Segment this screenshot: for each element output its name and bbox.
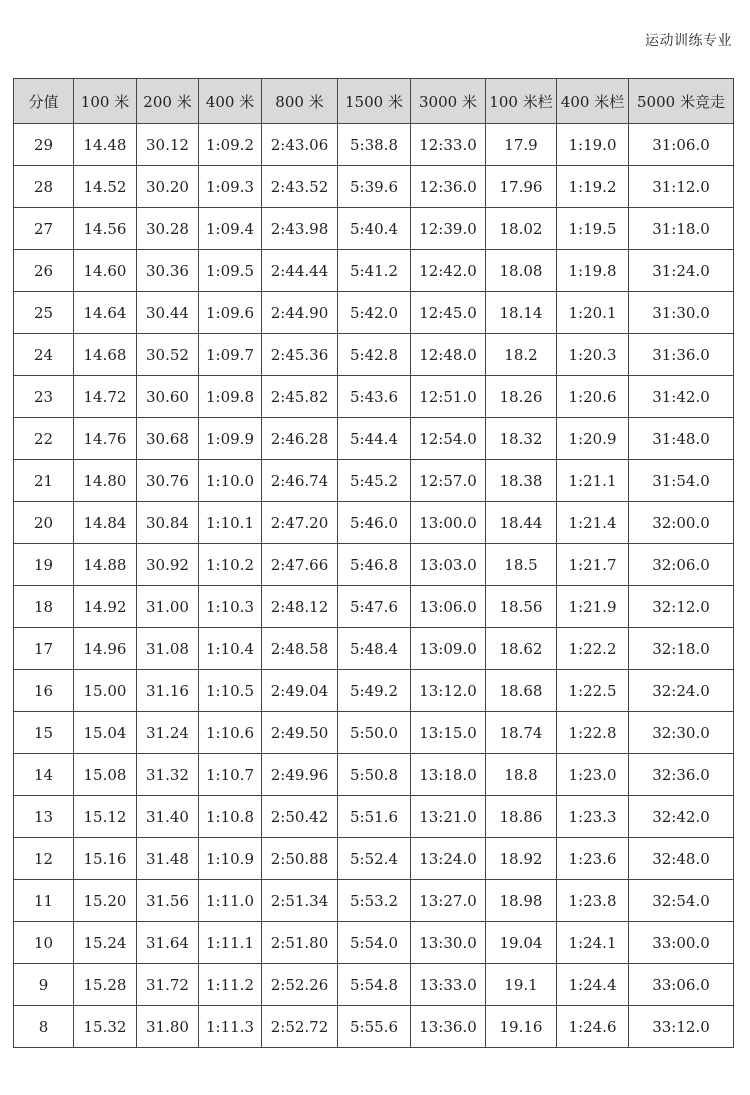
result-cell: 15.20 xyxy=(74,880,137,922)
table-row xyxy=(14,670,734,712)
score-cell: 14 xyxy=(14,754,74,796)
result-cell: 18.5 xyxy=(486,544,557,586)
result-cell: 13:12.0 xyxy=(411,670,486,712)
result-cell: 15.08 xyxy=(74,754,137,796)
result-cell: 5:48.4 xyxy=(338,628,411,670)
result-cell: 32:54.0 xyxy=(629,880,734,922)
result-cell: 1:23.3 xyxy=(557,796,629,838)
column-header: 100 米栏 xyxy=(486,79,557,124)
score-cell: 19 xyxy=(14,544,74,586)
result-cell: 31.64 xyxy=(137,922,199,964)
result-cell: 18.26 xyxy=(486,376,557,418)
column-header: 分值 xyxy=(14,79,74,124)
result-cell: 2:52.72 xyxy=(262,1006,338,1048)
result-cell: 32:18.0 xyxy=(629,628,734,670)
result-cell: 13:03.0 xyxy=(411,544,486,586)
result-cell: 14.60 xyxy=(74,250,137,292)
result-cell: 15.04 xyxy=(74,712,137,754)
result-cell: 1:10.5 xyxy=(199,670,262,712)
result-cell: 33:00.0 xyxy=(629,922,734,964)
result-cell: 18.08 xyxy=(486,250,557,292)
result-cell: 1:11.3 xyxy=(199,1006,262,1048)
result-cell: 1:21.4 xyxy=(557,502,629,544)
result-cell: 1:22.5 xyxy=(557,670,629,712)
table-body xyxy=(14,124,734,1048)
score-cell: 17 xyxy=(14,628,74,670)
table-row xyxy=(14,250,734,292)
result-cell: 30.68 xyxy=(137,418,199,460)
result-cell: 19.04 xyxy=(486,922,557,964)
result-cell: 5:47.6 xyxy=(338,586,411,628)
result-cell: 31.08 xyxy=(137,628,199,670)
score-cell: 29 xyxy=(14,124,74,166)
result-cell: 19.16 xyxy=(486,1006,557,1048)
result-cell: 15.32 xyxy=(74,1006,137,1048)
table-header-row xyxy=(14,79,734,124)
result-cell: 13:09.0 xyxy=(411,628,486,670)
result-cell: 5:42.8 xyxy=(338,334,411,376)
result-cell: 18.74 xyxy=(486,712,557,754)
result-cell: 2:44.90 xyxy=(262,292,338,334)
table-row xyxy=(14,796,734,838)
score-cell: 15 xyxy=(14,712,74,754)
result-cell: 14.64 xyxy=(74,292,137,334)
result-cell: 17.96 xyxy=(486,166,557,208)
score-table xyxy=(13,78,734,1048)
result-cell: 2:50.88 xyxy=(262,838,338,880)
result-cell: 31.48 xyxy=(137,838,199,880)
result-cell: 1:10.4 xyxy=(199,628,262,670)
result-cell: 12:39.0 xyxy=(411,208,486,250)
result-cell: 5:49.2 xyxy=(338,670,411,712)
result-cell: 15.12 xyxy=(74,796,137,838)
result-cell: 5:54.0 xyxy=(338,922,411,964)
result-cell: 5:55.6 xyxy=(338,1006,411,1048)
page-header-title: 运动训练专业 xyxy=(645,33,732,49)
result-cell: 30.52 xyxy=(137,334,199,376)
result-cell: 14.68 xyxy=(74,334,137,376)
score-cell: 20 xyxy=(14,502,74,544)
result-cell: 1:21.7 xyxy=(557,544,629,586)
result-cell: 31.40 xyxy=(137,796,199,838)
result-cell: 30.92 xyxy=(137,544,199,586)
result-cell: 1:20.6 xyxy=(557,376,629,418)
result-cell: 2:43.52 xyxy=(262,166,338,208)
result-cell: 1:19.2 xyxy=(557,166,629,208)
column-header: 200 米 xyxy=(137,79,199,124)
result-cell: 1:10.9 xyxy=(199,838,262,880)
column-header: 400 米栏 xyxy=(557,79,629,124)
result-cell: 1:11.0 xyxy=(199,880,262,922)
result-cell: 30.28 xyxy=(137,208,199,250)
result-cell: 12:42.0 xyxy=(411,250,486,292)
result-cell: 1:20.9 xyxy=(557,418,629,460)
result-cell: 14.56 xyxy=(74,208,137,250)
table-row xyxy=(14,334,734,376)
result-cell: 31:06.0 xyxy=(629,124,734,166)
result-cell: 1:09.7 xyxy=(199,334,262,376)
result-cell: 1:11.2 xyxy=(199,964,262,1006)
result-cell: 12:57.0 xyxy=(411,460,486,502)
result-cell: 1:10.0 xyxy=(199,460,262,502)
result-cell: 31.32 xyxy=(137,754,199,796)
table-header xyxy=(14,79,734,124)
result-cell: 18.98 xyxy=(486,880,557,922)
result-cell: 5:52.4 xyxy=(338,838,411,880)
result-cell: 5:54.8 xyxy=(338,964,411,1006)
result-cell: 31:12.0 xyxy=(629,166,734,208)
result-cell: 5:38.8 xyxy=(338,124,411,166)
score-cell: 21 xyxy=(14,460,74,502)
result-cell: 1:09.9 xyxy=(199,418,262,460)
result-cell: 1:10.1 xyxy=(199,502,262,544)
result-cell: 1:10.8 xyxy=(199,796,262,838)
table-row xyxy=(14,712,734,754)
result-cell: 1:20.1 xyxy=(557,292,629,334)
score-cell: 26 xyxy=(14,250,74,292)
result-cell: 1:24.4 xyxy=(557,964,629,1006)
result-cell: 31:48.0 xyxy=(629,418,734,460)
result-cell: 18.8 xyxy=(486,754,557,796)
result-cell: 32:48.0 xyxy=(629,838,734,880)
result-cell: 1:23.8 xyxy=(557,880,629,922)
result-cell: 15.00 xyxy=(74,670,137,712)
result-cell: 2:48.12 xyxy=(262,586,338,628)
result-cell: 13:36.0 xyxy=(411,1006,486,1048)
result-cell: 2:48.58 xyxy=(262,628,338,670)
result-cell: 2:45.36 xyxy=(262,334,338,376)
score-cell: 25 xyxy=(14,292,74,334)
column-header: 5000 米竞走 xyxy=(629,79,734,124)
result-cell: 31:54.0 xyxy=(629,460,734,502)
result-cell: 12:48.0 xyxy=(411,334,486,376)
table-row xyxy=(14,502,734,544)
result-cell: 14.48 xyxy=(74,124,137,166)
result-cell: 2:46.74 xyxy=(262,460,338,502)
result-cell: 2:44.44 xyxy=(262,250,338,292)
result-cell: 31.24 xyxy=(137,712,199,754)
result-cell: 17.9 xyxy=(486,124,557,166)
result-cell: 2:49.96 xyxy=(262,754,338,796)
result-cell: 2:43.98 xyxy=(262,208,338,250)
result-cell: 1:10.7 xyxy=(199,754,262,796)
result-cell: 1:19.8 xyxy=(557,250,629,292)
result-cell: 31:42.0 xyxy=(629,376,734,418)
result-cell: 14.52 xyxy=(74,166,137,208)
result-cell: 30.36 xyxy=(137,250,199,292)
table-row xyxy=(14,922,734,964)
result-cell: 5:53.2 xyxy=(338,880,411,922)
table-row xyxy=(14,124,734,166)
result-cell: 1:10.2 xyxy=(199,544,262,586)
table-row xyxy=(14,544,734,586)
table-row xyxy=(14,880,734,922)
result-cell: 5:41.2 xyxy=(338,250,411,292)
result-cell: 1:09.4 xyxy=(199,208,262,250)
result-cell: 32:00.0 xyxy=(629,502,734,544)
result-cell: 33:06.0 xyxy=(629,964,734,1006)
result-cell: 5:43.6 xyxy=(338,376,411,418)
result-cell: 1:09.3 xyxy=(199,166,262,208)
result-cell: 1:19.5 xyxy=(557,208,629,250)
result-cell: 13:00.0 xyxy=(411,502,486,544)
result-cell: 18.2 xyxy=(486,334,557,376)
result-cell: 1:09.6 xyxy=(199,292,262,334)
table-row xyxy=(14,208,734,250)
result-cell: 5:50.8 xyxy=(338,754,411,796)
result-cell: 13:21.0 xyxy=(411,796,486,838)
result-cell: 5:44.4 xyxy=(338,418,411,460)
result-cell: 13:24.0 xyxy=(411,838,486,880)
column-header: 1500 米 xyxy=(338,79,411,124)
result-cell: 13:27.0 xyxy=(411,880,486,922)
score-cell: 18 xyxy=(14,586,74,628)
result-cell: 13:33.0 xyxy=(411,964,486,1006)
result-cell: 31:30.0 xyxy=(629,292,734,334)
result-cell: 5:46.0 xyxy=(338,502,411,544)
result-cell: 5:51.6 xyxy=(338,796,411,838)
result-cell: 18.86 xyxy=(486,796,557,838)
result-cell: 1:22.2 xyxy=(557,628,629,670)
result-cell: 32:06.0 xyxy=(629,544,734,586)
result-cell: 13:18.0 xyxy=(411,754,486,796)
result-cell: 5:46.8 xyxy=(338,544,411,586)
result-cell: 32:24.0 xyxy=(629,670,734,712)
result-cell: 2:49.04 xyxy=(262,670,338,712)
result-cell: 18.32 xyxy=(486,418,557,460)
result-cell: 1:11.1 xyxy=(199,922,262,964)
table-row xyxy=(14,1006,734,1048)
result-cell: 19.1 xyxy=(486,964,557,1006)
result-cell: 5:45.2 xyxy=(338,460,411,502)
result-cell: 14.96 xyxy=(74,628,137,670)
result-cell: 1:09.8 xyxy=(199,376,262,418)
table-row xyxy=(14,292,734,334)
result-cell: 14.80 xyxy=(74,460,137,502)
result-cell: 18.02 xyxy=(486,208,557,250)
table-row xyxy=(14,964,734,1006)
result-cell: 2:50.42 xyxy=(262,796,338,838)
score-cell: 16 xyxy=(14,670,74,712)
result-cell: 1:20.3 xyxy=(557,334,629,376)
result-cell: 13:30.0 xyxy=(411,922,486,964)
result-cell: 18.92 xyxy=(486,838,557,880)
score-cell: 28 xyxy=(14,166,74,208)
result-cell: 30.44 xyxy=(137,292,199,334)
column-header: 3000 米 xyxy=(411,79,486,124)
result-cell: 31.80 xyxy=(137,1006,199,1048)
result-cell: 33:12.0 xyxy=(629,1006,734,1048)
result-cell: 2:43.06 xyxy=(262,124,338,166)
score-cell: 8 xyxy=(14,1006,74,1048)
result-cell: 2:51.80 xyxy=(262,922,338,964)
result-cell: 18.14 xyxy=(486,292,557,334)
result-cell: 1:09.2 xyxy=(199,124,262,166)
result-cell: 1:21.9 xyxy=(557,586,629,628)
result-cell: 31:36.0 xyxy=(629,334,734,376)
result-cell: 14.72 xyxy=(74,376,137,418)
result-cell: 5:39.6 xyxy=(338,166,411,208)
result-cell: 2:45.82 xyxy=(262,376,338,418)
score-cell: 11 xyxy=(14,880,74,922)
result-cell: 2:47.66 xyxy=(262,544,338,586)
result-cell: 31.72 xyxy=(137,964,199,1006)
result-cell: 31:24.0 xyxy=(629,250,734,292)
result-cell: 1:10.3 xyxy=(199,586,262,628)
result-cell: 15.16 xyxy=(74,838,137,880)
result-cell: 31.00 xyxy=(137,586,199,628)
column-header: 400 米 xyxy=(199,79,262,124)
column-header: 800 米 xyxy=(262,79,338,124)
score-cell: 27 xyxy=(14,208,74,250)
result-cell: 30.84 xyxy=(137,502,199,544)
table-row xyxy=(14,754,734,796)
result-cell: 31:18.0 xyxy=(629,208,734,250)
result-cell: 32:42.0 xyxy=(629,796,734,838)
score-cell: 22 xyxy=(14,418,74,460)
table-row xyxy=(14,460,734,502)
result-cell: 18.62 xyxy=(486,628,557,670)
result-cell: 18.38 xyxy=(486,460,557,502)
table-row xyxy=(14,586,734,628)
result-cell: 15.24 xyxy=(74,922,137,964)
result-cell: 5:50.0 xyxy=(338,712,411,754)
result-cell: 1:23.6 xyxy=(557,838,629,880)
result-cell: 12:33.0 xyxy=(411,124,486,166)
result-cell: 1:21.1 xyxy=(557,460,629,502)
result-cell: 30.76 xyxy=(137,460,199,502)
result-cell: 1:23.0 xyxy=(557,754,629,796)
result-cell: 2:47.20 xyxy=(262,502,338,544)
result-cell: 14.76 xyxy=(74,418,137,460)
result-cell: 32:36.0 xyxy=(629,754,734,796)
result-cell: 5:40.4 xyxy=(338,208,411,250)
score-cell: 24 xyxy=(14,334,74,376)
table-row xyxy=(14,418,734,460)
column-header: 100 米 xyxy=(74,79,137,124)
result-cell: 1:24.6 xyxy=(557,1006,629,1048)
result-cell: 18.56 xyxy=(486,586,557,628)
result-cell: 1:10.6 xyxy=(199,712,262,754)
score-cell: 9 xyxy=(14,964,74,1006)
result-cell: 30.20 xyxy=(137,166,199,208)
score-cell: 13 xyxy=(14,796,74,838)
score-cell: 12 xyxy=(14,838,74,880)
result-cell: 13:06.0 xyxy=(411,586,486,628)
result-cell: 12:51.0 xyxy=(411,376,486,418)
score-cell: 23 xyxy=(14,376,74,418)
result-cell: 30.12 xyxy=(137,124,199,166)
result-cell: 2:52.26 xyxy=(262,964,338,1006)
result-cell: 5:42.0 xyxy=(338,292,411,334)
result-cell: 18.68 xyxy=(486,670,557,712)
result-cell: 32:12.0 xyxy=(629,586,734,628)
result-cell: 32:30.0 xyxy=(629,712,734,754)
result-cell: 31.16 xyxy=(137,670,199,712)
table-row xyxy=(14,628,734,670)
result-cell: 1:09.5 xyxy=(199,250,262,292)
result-cell: 15.28 xyxy=(74,964,137,1006)
result-cell: 18.44 xyxy=(486,502,557,544)
result-cell: 13:15.0 xyxy=(411,712,486,754)
result-cell: 12:54.0 xyxy=(411,418,486,460)
result-cell: 14.88 xyxy=(74,544,137,586)
table-row xyxy=(14,376,734,418)
result-cell: 30.60 xyxy=(137,376,199,418)
result-cell: 12:36.0 xyxy=(411,166,486,208)
result-cell: 14.92 xyxy=(74,586,137,628)
score-cell: 10 xyxy=(14,922,74,964)
result-cell: 2:49.50 xyxy=(262,712,338,754)
result-cell: 1:19.0 xyxy=(557,124,629,166)
result-cell: 12:45.0 xyxy=(411,292,486,334)
table-row xyxy=(14,166,734,208)
result-cell: 1:22.8 xyxy=(557,712,629,754)
result-cell: 2:51.34 xyxy=(262,880,338,922)
table-row xyxy=(14,838,734,880)
result-cell: 2:46.28 xyxy=(262,418,338,460)
result-cell: 1:24.1 xyxy=(557,922,629,964)
result-cell: 14.84 xyxy=(74,502,137,544)
result-cell: 31.56 xyxy=(137,880,199,922)
